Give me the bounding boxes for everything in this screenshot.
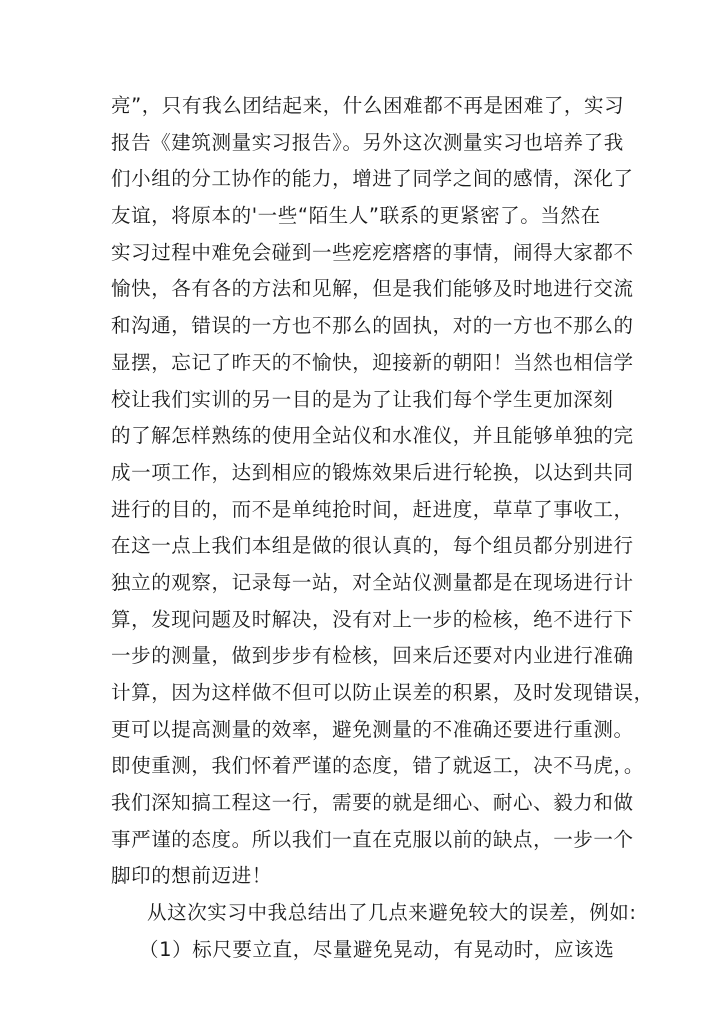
text-line: 亮”，只有我么团结起来，什么困难都不再是困难了，实习 (111, 94, 625, 117)
text-line: 和沟通，错误的一方也不那么的固执，对的一方也不那么的 (111, 314, 634, 338)
text-line: 更可以提高测量的效率，避免测量的不准确还要进行重测。 (111, 717, 634, 741)
text-line: 愉快，各有各的方法和见解，但是我们能够及时地进行交流 (111, 277, 634, 301)
text-line: 的了解怎样熟练的使用全站仪和水准仪，并且能够单独的完 (111, 424, 634, 448)
text-line: 脚印的想前迈进！ (111, 864, 272, 888)
text-line: 校让我们实训的另一目的是为了让我们每个学生更加深刻 (111, 387, 614, 411)
text-line: 报告《建筑测量实习报告》。另外这次测量实习也培养了我 (111, 130, 624, 154)
text-line: 事严谨的态度。所以我们一直在克服以前的缺点，一步一个 (111, 827, 634, 851)
text-line: 友谊，将原本的'一些“陌生人”联系的更紧密了。当然在 (111, 204, 601, 228)
document-body (111, 88, 654, 969)
text-line: 计算，因为这样做不但可以防止误差的积累，及时发现错误， (111, 681, 654, 704)
text-line: 在这一点上我们本组是做的很认真的，每个组员都分别进行 (111, 534, 634, 558)
paragraph-three: （1）标尺要立直，尽量避免晃动，有晃动时，应该选 (139, 937, 615, 961)
text-line: 实习过程中难免会碰到一些疙疙瘩瘩的事情，闹得大家都不 (111, 240, 634, 264)
text-line: 独立的观察，记录每一站，对全站仪测量都是在现场进行计 (111, 570, 634, 594)
text-line: 们小组的分工协作的能力，增进了同学之间的感情，深化了 (111, 167, 634, 191)
text-line: 进行的目的，而不是单纯抢时间，赶进度，草草了事收工， (111, 497, 634, 521)
text-line: 显摆，忘记了昨天的不愉快，迎接新的朝阳！当然也相信学 (111, 350, 634, 374)
text-line: 一步的测量，做到步步有检核，回来后还要对内业进行准确 (111, 644, 634, 668)
paragraph-two: 从这次实习中我总结出了几点来避免较大的误差，例如: (147, 901, 637, 925)
text-line: 成一项工作，达到相应的锻炼效果后进行轮换，以达到共同 (111, 460, 634, 484)
text-line: 即使重测，我们怀着严谨的态度，错了就返工，决不马虎，。 (111, 754, 644, 778)
text-line: 算，发现问题及时解决，没有对上一步的检核，绝不进行下 (111, 607, 634, 631)
text-line: 我们深知搞工程这一行，需要的就是细心、耐心、毅力和做 (111, 791, 634, 815)
